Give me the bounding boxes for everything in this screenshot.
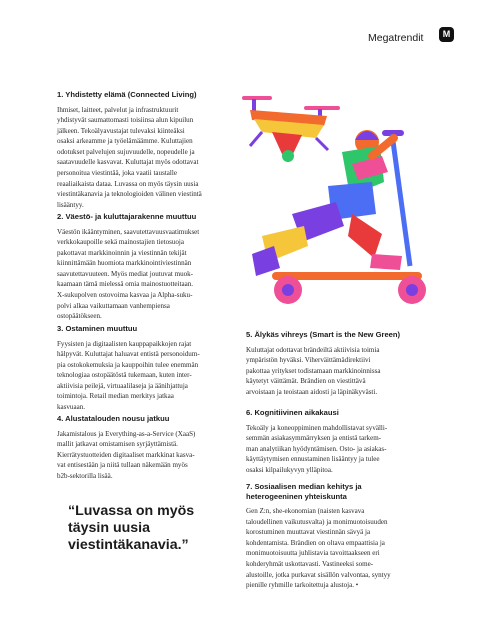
- body-line: polvi alkaa vaikuttamaan vanhempiensa: [57, 301, 170, 310]
- body-line: X-sukupolven ostovoima kasvaa ja Alpha-suku-: [57, 291, 193, 300]
- section-heading: 4. Alustatalouden nousu jatkuu: [57, 414, 170, 423]
- trend-section-2: [57, 212, 237, 322]
- body-line: arvoistaan ja teoistaan aidosti ja läpinäkyvästi.: [246, 387, 378, 396]
- section-heading: 1. Yhdistetty elämä (Connected Living): [57, 90, 197, 99]
- body-line: monimuotoisuutta juhlistavia tavoittaakseen eri: [246, 549, 380, 558]
- body-line: viestintäkanavia ja teknologioiden välinen viestintä: [57, 190, 202, 199]
- section-body: [246, 345, 436, 398]
- body-line: Jakamistalous ja Everything-as-a-Service (XaaS): [57, 429, 196, 438]
- heading-line: heterogeeninen yhteiskunta: [246, 491, 347, 501]
- section-heading: [246, 482, 436, 501]
- body-line: kohdentamista. Brändien on oltava empaattisia ja: [246, 538, 385, 547]
- scooter-rider-icon: [252, 130, 426, 304]
- body-line: personoitua viestintää, joka vaatii taustalle: [57, 169, 177, 178]
- section-body: [246, 423, 436, 476]
- body-line: pia ostokokemuksia ja kauppoihin tulee enemmän: [57, 360, 199, 369]
- section-body: [57, 429, 237, 482]
- body-line: Kierrätystuotteiden digitaaliset markkinat kasva-: [57, 450, 195, 459]
- body-line: toimintoja. Retail median merkitys jatkaa: [57, 392, 174, 401]
- section-body: [57, 339, 237, 413]
- trend-section-3: [57, 324, 237, 413]
- pull-quote: [68, 503, 228, 554]
- trend-section-5: [246, 330, 436, 397]
- body-line: Gen Z:n, she-ekonomian (naisten kasvava: [246, 507, 365, 515]
- section-body: [57, 227, 237, 322]
- body-line: taloudellinen vaikutusvalta) ja monimuotoisuuden: [246, 517, 388, 526]
- brand-logo-badge: M: [439, 27, 454, 42]
- body-line: vat entisestään ja niitä tullaan näkemään myös: [57, 461, 188, 470]
- drone-and-scooter-rider-illustration: [232, 86, 457, 312]
- quote-line: täysin uusia: [68, 520, 151, 536]
- body-line: reaaliaikaista dataa. Luvassa on myös täysin uusia: [57, 179, 199, 188]
- trend-section-7: [246, 482, 436, 591]
- section-body: [57, 105, 237, 211]
- body-line: kiinnittämään huomiota markkinointiviestinnän: [57, 259, 192, 268]
- body-line: käytetyt väittämät. Brändien on viestittävä: [246, 377, 366, 386]
- body-line: odotukset palvelujen sujuvuudelle, nopeudelle ja: [57, 147, 195, 156]
- drone-icon: [242, 96, 340, 162]
- body-line: lisääntyy.: [57, 200, 84, 209]
- body-line: kohderyhmät uskottavasti. Vastineeksi some-: [246, 559, 374, 568]
- body-line: hälpyvät. Kuluttajat haluavat entistä personoidum-: [57, 350, 200, 359]
- quote-line: “Luvassa on myös: [68, 503, 195, 519]
- body-line: saavutettavuuteen. Myös mediat joutuvat muok-: [57, 269, 194, 278]
- body-line: jälkeen. Tekoälyavustajat tulevaksi kiinteäksi: [57, 126, 185, 135]
- body-line: aktiivisia peilejä, virtuaalilaseja ja äänihjattuja: [57, 381, 188, 390]
- body-line: Kuluttajat odottavat brändeiltä aktiivisia toimia: [246, 345, 380, 354]
- body-line: Tekoäly ja koneoppiminen mahdollistavat syvälli-: [246, 423, 388, 432]
- body-line: man analytiikan hyödyntämisen. Osto- ja asiakas-: [246, 444, 387, 453]
- body-line: saatavuudelle kasvavat. Kuluttajat myös odottavat: [57, 158, 199, 167]
- section-heading: 5. Älykäs vihreys (Smart is the New Green): [246, 330, 401, 339]
- section-heading: 6. Kognitiivinen aikakausi: [246, 408, 339, 417]
- section-heading: 2. Väestö- ja kuluttajarakenne muuttuu: [57, 212, 197, 221]
- body-line: kasvuaan.: [57, 403, 85, 412]
- body-line: osaksi arkeamme ja työelämäämme. Kuluttajien: [57, 137, 193, 146]
- body-line: käyttäytymisen ennustaminen lisääntyy ja tulee: [246, 455, 380, 464]
- heading-line: 7. Sosiaalisen median kehitys ja: [246, 482, 362, 491]
- section-title: Megatrendit: [368, 32, 424, 44]
- body-line: verkkokaupoille sekä mainostajien tietosuoja: [57, 238, 185, 247]
- body-line: Fyysisten ja digitaalisten kauppapaikkojen rajat: [57, 339, 192, 348]
- body-line: ympäristön hyväksi. Viherväittämädirektiivi: [246, 356, 371, 365]
- body-line: ostopäätökseen.: [57, 312, 102, 321]
- body-line: semmän asiakasymmärryksen ja entistä tarkem-: [246, 434, 382, 443]
- quote-line: viestintäkanavia.”: [68, 537, 189, 553]
- body-line: mallit jatkavat omistamisen syrjäyttämistä.: [57, 440, 178, 449]
- body-line: pakottaa yritykset todistamaan markkinoinnissa: [246, 366, 381, 375]
- body-line: alustoille, jotka purkavat sisällön valvontaa, syntyy: [246, 570, 391, 579]
- body-line: b2b-sektorilla lisää.: [57, 471, 113, 480]
- body-line: pienille ryhmille tarkoitettuja alustoja. •: [246, 581, 359, 590]
- trend-section-6: [246, 408, 436, 475]
- body-line: kaamaan tämä mielessä omia mainostuotteitaan.: [57, 280, 193, 289]
- body-line: teknologiaa ostopäätöstä tukemaan, kuten inter-: [57, 371, 192, 380]
- trend-section-4: [57, 414, 237, 481]
- body-line: korostuminen muuttavat viestinnän sävyä ja: [246, 528, 371, 537]
- section-heading: 3. Ostaminen muuttuu: [57, 324, 138, 333]
- trend-section-1: [57, 90, 237, 210]
- section-body: [246, 506, 436, 591]
- body-line: pakottavat markkinoinnin ja viestinnän tekijät: [57, 248, 187, 257]
- body-line: Ihmiset, laitteet, palvelut ja infrastruktuurit: [57, 105, 179, 114]
- body-line: yhdistyvät saumattomasti toisiinsa alun kipuilun: [57, 116, 194, 125]
- body-line: Väestön ikääntyminen, saavutettavuusvaatimukset: [57, 227, 200, 236]
- body-line: osaksi kilpailukyvyn ylläpitoa.: [246, 465, 333, 474]
